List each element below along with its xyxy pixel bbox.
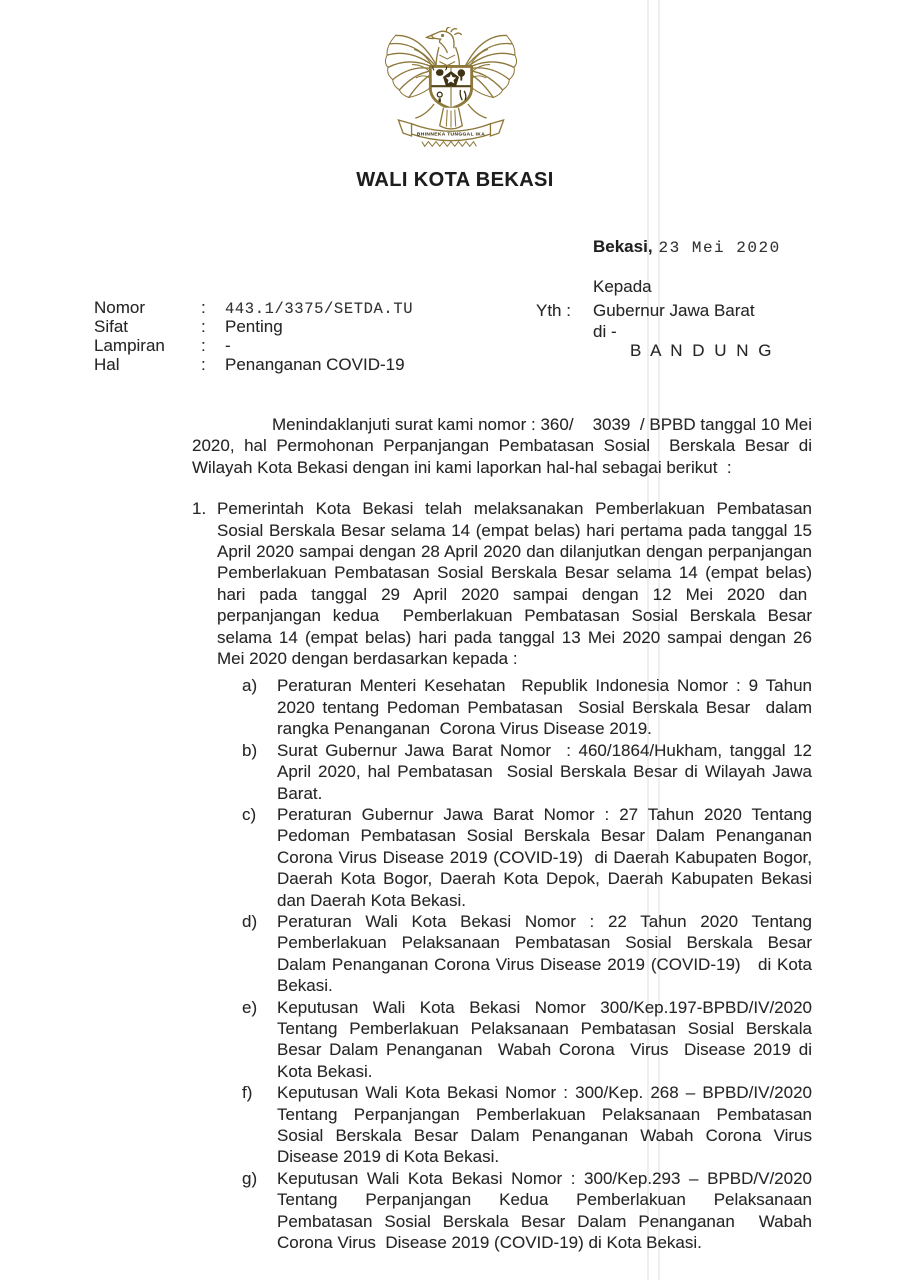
sub-item-text: Keputusan Wali Kota Bekasi Nomor : 300/Kep.293 – BPBD/V/2020 Tentang Perpanjangan Kedua Pemberlakuan Pelaksanaan Pembatasan Sosial Berskala Besar Dalam Penanganan Wabah Corona Virus Disease 2019 (COVID-19) di Kota Bekasi. [277,1168,812,1253]
sub-item-d [242,911,812,997]
sub-item-letter: a) [242,676,258,696]
meta-row-hal [94,355,413,374]
sub-item-text: Keputusan Wali Kota Bekasi Nomor 300/Kep.197-BPBD/IV/2020 Tentang Pemberlakuan Pelaksanaan Pembatasan Sosial Berskala Besar Dalam Penanganan Wabah Corona Virus Disease 2019 di Kota Bekasi. [277,997,812,1081]
sub-item-letter: c) [242,804,257,824]
meta-separator: : [201,355,206,374]
recipient-city: B A N D U N G [630,341,774,360]
sub-item-letter: b) [242,740,258,760]
emblem-banner-text: BHINNEKA TUNGGAL IKA [416,132,486,138]
sub-item-text: Surat Gubernur Jawa Barat Nomor : 460/1864/Hukham, tanggal 12 April 2020, hal Pembatasan Sosial Berskala Besar di Wilayah Jawa Barat. [277,740,812,803]
sub-item-text: Keputusan Wali Kota Bekasi Nomor : 300/Kep. 268 – BPBD/IV/2020 Tentang Perpanjangan Pemberlakuan Pelaksanaan Pembatasan Sosial Berskala Besar Dalam Penanganan Wabah Corona Virus Disease 2019 di Kota Bekasi. [277,1083,812,1167]
meta-label: Sifat [94,317,129,336]
item-number: 1. [192,499,207,519]
dateline-city: Bekasi, [593,237,653,256]
recipient-yth-label: Yth : [536,301,571,320]
dateline-date: 23 Mei 2020 [658,239,781,257]
letter-meta-block [94,298,413,374]
meta-label: Lampiran [94,336,165,355]
letter-body [192,414,812,1253]
recipient-di-label: di - [593,322,617,341]
recipient-name: Gubernur Jawa Barat [593,301,755,320]
sub-item-a [242,675,812,739]
item-text: Pemerintah Kota Bekasi telah melaksanakan Pemberlakuan Pembatasan Sosial Berskala Besar selama 14 (empat belas) hari pertama pada tanggal 15 April 2020 sampai dengan 28 April 2020 dan dilanjutkan dengan perpanjangan Pemberlakuan Pembatasan Sosial Berskala Besar selama 14 (empat belas) hari pada tanggal 29 April 2020 sampai dengan 12 Mei 2020 dan perpanjangan kedua Pemberlakuan Pembatasan Sosial Berskala Besar selama 14 (empat belas) hari pada tanggal 13 Mei 2020 sampai dengan 26 Mei 2020 dengan berdasarkan kepada : [217,499,812,669]
sub-item-e [242,997,812,1083]
opening-paragraph: Menindaklanjuti surat kami nomor : 360/ 3039 / BPBD tanggal 10 Mei 2020, hal Permohonan Perpanjangan Pembatasan Sosial Berskala Besar di Wilayah Kota Bekasi dengan ini kami laporkan hal-hal sebagai berikut : [192,415,812,477]
meta-separator: : [201,336,206,355]
meta-separator: : [201,317,206,336]
numbered-item-1 [192,498,812,669]
meta-row-nomor [94,298,413,317]
meta-value: 443.1/3375/SETDA.TU [225,300,414,318]
meta-label: Hal [94,355,120,374]
sub-item-c [242,804,812,911]
sub-item-text: Peraturan Wali Kota Bekasi Nomor : 22 Tahun 2020 Tentang Pemberlakuan Pelaksanaan Pembatasan Sosial Berskala Besar Dalam Penanganan Corona Virus Disease 2019 (COVID-19) di Kota Bekasi. [277,911,812,996]
sub-item-g [242,1168,812,1254]
meta-separator: : [201,298,206,317]
meta-value: Penanganan COVID-19 [225,355,405,374]
letterhead-title: WALI KOTA BEKASI [356,169,554,191]
lettered-sublist [242,675,812,1253]
sub-item-text: Peraturan Gubernur Jawa Barat Nomor : 27 Tahun 2020 Tentang Pedoman Pembatasan Sosial Berskala Besar Dalam Penanganan Corona Virus Disease 2019 (COVID-19) di Daerah Kabupaten Bogor, Daerah Kota Bogor, Daerah Kota Depok, Daerah Kabupaten Bekasi dan Daerah Kota Bekasi. [277,804,812,910]
sub-item-letter: g) [242,1168,258,1188]
meta-row-sifat [94,317,413,336]
sub-item-b [242,740,812,804]
sub-item-letter: f) [242,1083,253,1103]
meta-value: Penting [225,317,283,336]
meta-value: - [225,336,231,355]
sub-item-letter: d) [242,911,258,931]
meta-row-lampiran [94,336,413,355]
recipient-kepada-label: Kepada [593,277,652,296]
dateline [593,237,781,257]
sub-item-letter: e) [242,997,258,1017]
sub-item-f [242,1082,812,1168]
meta-label: Nomor [94,298,146,317]
garuda-pancasila-emblem [380,27,522,151]
emblem-ribbon-fringe [422,142,476,147]
sub-item-text: Peraturan Menteri Kesehatan Republik Indonesia Nomor : 9 Tahun 2020 tentang Pedoman Pembatasan Sosial Berskala Besar dalam rangka Penanganan Corona Virus Disease 2019. [277,676,812,739]
